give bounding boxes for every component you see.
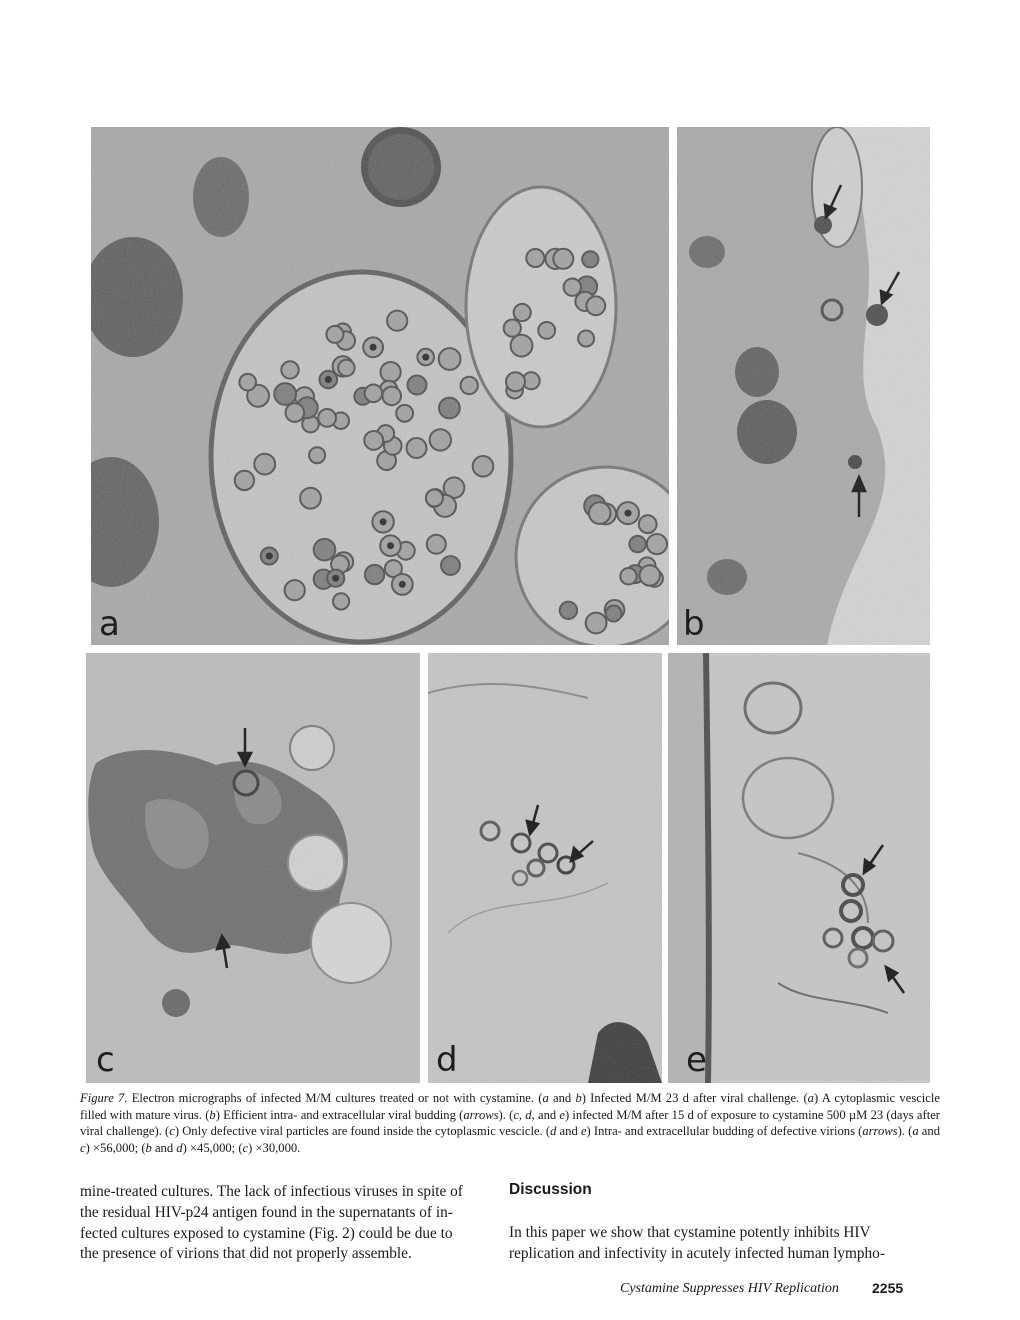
micrograph-panel-a — [91, 127, 669, 645]
caption-text: ). ( — [897, 1124, 913, 1139]
caption-ref: a — [912, 1124, 919, 1139]
caption-ref: a — [807, 1091, 814, 1105]
caption-ref: d — [550, 1124, 557, 1139]
micrograph-image-e — [668, 653, 930, 1083]
text-line: the presence of virions that did not properly assemble. — [80, 1245, 412, 1263]
caption-text: and — [918, 1124, 940, 1139]
caption-ref: e — [580, 1124, 587, 1139]
panel-label-e: e — [686, 1040, 707, 1080]
micrograph-image-a — [91, 127, 669, 645]
caption-ref: d — [176, 1141, 183, 1156]
text-line: fected cultures exposed to cystamine (Fig. 2) could be due to — [80, 1224, 453, 1242]
caption-text: ) ×45,000; ( — [182, 1141, 243, 1156]
text-line: replication and infectivity in acutely infected human lympho- — [509, 1244, 885, 1262]
caption-ref: c — [169, 1124, 175, 1139]
caption-ref: arrows — [862, 1124, 898, 1139]
micrograph-panel-c — [86, 653, 420, 1083]
caption-ref: c — [242, 1141, 249, 1156]
panel-label-a: a — [99, 604, 120, 644]
micrograph-image-d — [428, 653, 662, 1083]
left-column-text — [80, 1182, 480, 1265]
caption-ref: b — [209, 1107, 216, 1122]
panel-label-d: d — [436, 1040, 458, 1080]
caption-text: ) ×30,000. — [248, 1141, 301, 1156]
caption-ref: c — [80, 1141, 86, 1156]
text-line: the residual HIV-p24 antigen found in the supernatants of in- — [80, 1203, 453, 1221]
caption-text: and — [556, 1124, 581, 1139]
caption-text: ) Infected M/M 23 d after viral challenge. ( — [581, 1091, 808, 1105]
caption-text: ) infected M/M after 15 d of exposure to cystamine 500 µM 23 (days after viral challenge). ( — [80, 1107, 940, 1139]
caption-ref: b — [145, 1141, 152, 1156]
running-title: Cystamine Suppresses HIV Replication — [620, 1281, 839, 1296]
text-line: mine-treated cultures. The lack of infectious viruses in spite of — [80, 1183, 463, 1200]
caption-text: and — [534, 1107, 560, 1122]
caption-text: ). ( — [498, 1107, 514, 1122]
caption-text: ) Intra- and extracellular budding of defective virions ( — [586, 1124, 863, 1139]
figure-label: Figure 7. — [80, 1091, 128, 1105]
caption-text: ) Efficient intra- and extracellular viral budding ( — [215, 1107, 464, 1122]
caption-ref: arrows — [463, 1107, 499, 1122]
panel-label-b: b — [683, 604, 705, 644]
panel-label-c: c — [96, 1040, 115, 1080]
micrograph-panel-e — [668, 653, 930, 1083]
caption-text: ) ×56,000; ( — [85, 1141, 146, 1156]
micrograph-panel-d — [428, 653, 662, 1083]
caption-text: ) A cytoplasmic vescicle filled with mature virus. ( — [80, 1091, 940, 1122]
caption-text: ) Only defective viral particles are found inside the cytoplasmic vescicle. ( — [174, 1124, 551, 1139]
micrograph-panel-b — [677, 127, 930, 645]
micrograph-image-b — [677, 127, 930, 645]
caption-ref: c, d, — [513, 1107, 535, 1122]
figure-caption — [80, 1090, 940, 1157]
discussion-heading: Discussion — [509, 1181, 592, 1198]
caption-ref: a — [542, 1091, 549, 1105]
caption-ref: b — [575, 1091, 582, 1105]
text-line: In this paper we show that cystamine potently inhibits HIV — [509, 1224, 871, 1241]
page-number: 2255 — [872, 1280, 904, 1296]
right-column-text — [509, 1223, 929, 1265]
caption-ref: e — [559, 1107, 565, 1122]
caption-text: Electron micrographs of infected M/M cultures treated or not with cystamine. ( — [127, 1091, 543, 1105]
caption-text: and — [548, 1091, 576, 1105]
micrograph-image-c — [86, 653, 420, 1083]
caption-text: and — [151, 1141, 177, 1156]
